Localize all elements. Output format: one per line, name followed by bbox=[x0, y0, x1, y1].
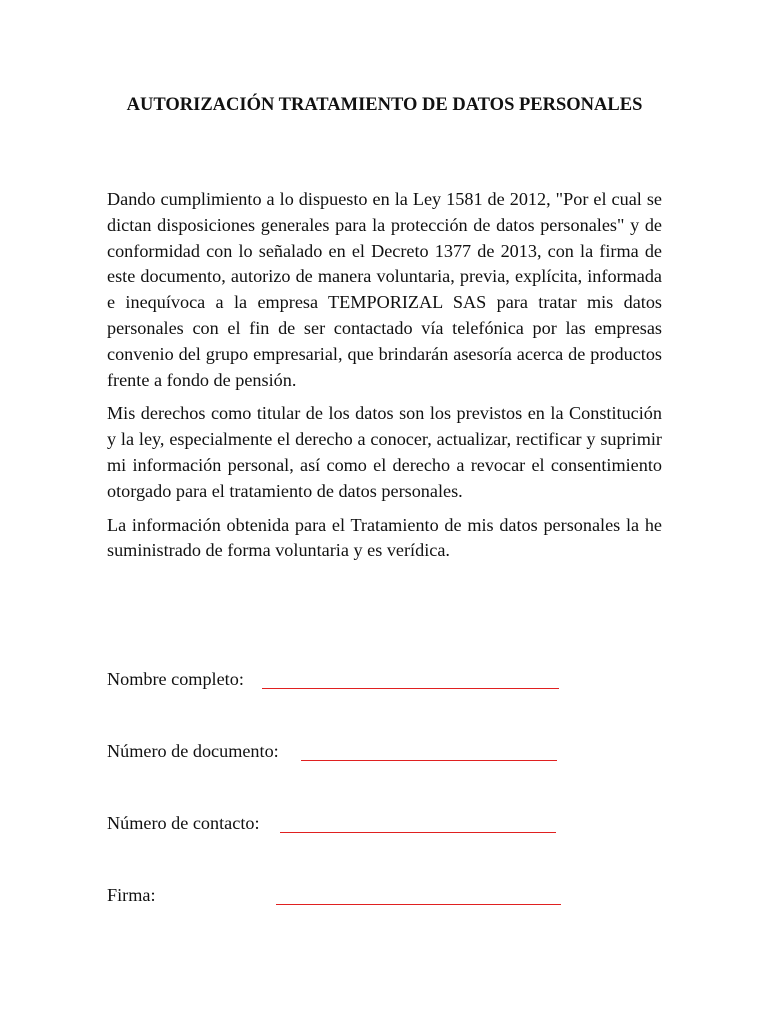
paragraph-authorization: Dando cumplimiento a lo dispuesto en la Ley 1581 de 2012, "Por el cual se dictan disposiciones generales para la protección de datos personales" y de conformidad con lo señalado en el Decreto 1377 de 2013, con la firma de este documento, autorizo de manera voluntaria, previa, explícita, informada e inequívoca a la empresa TEMPORIZAL SAS para tratar mis datos personales con el fin de ser contactado vía telefónica por las empresas convenio del grupo empresarial, que brindarán asesoría acerca de productos frente a fondo de pensión. bbox=[107, 189, 662, 390]
full-name-line[interactable] bbox=[262, 688, 559, 689]
contact-number-line[interactable] bbox=[280, 832, 556, 833]
signature-line[interactable] bbox=[276, 904, 561, 905]
full-name-field bbox=[107, 667, 244, 691]
document-number-field bbox=[107, 739, 279, 763]
signature-label: Firma: bbox=[107, 885, 156, 905]
paragraph-veracity: La información obtenida para el Tratamiento de mis datos personales la he suministrado de forma voluntaria y es verídica. bbox=[107, 514, 662, 561]
contact-number-label: Número de contacto: bbox=[107, 813, 260, 833]
document-title: AUTORIZACIÓN TRATAMIENTO DE DATOS PERSONALES bbox=[126, 95, 643, 115]
contact-number-field bbox=[107, 811, 260, 835]
document-body bbox=[107, 187, 662, 572]
document-number-label: Número de documento: bbox=[107, 741, 279, 761]
full-name-label: Nombre completo: bbox=[107, 669, 244, 689]
signature-field bbox=[107, 883, 156, 907]
document-number-line[interactable] bbox=[301, 760, 557, 761]
paragraph-rights: Mis derechos como titular de los datos son los previstos en la Constitución y la ley, especialmente el derecho a conocer, actualizar, rectificar y suprimir mi información personal, así como el derecho a revocar el consentimiento otorgado para el tratamiento de datos personales. bbox=[107, 403, 662, 501]
